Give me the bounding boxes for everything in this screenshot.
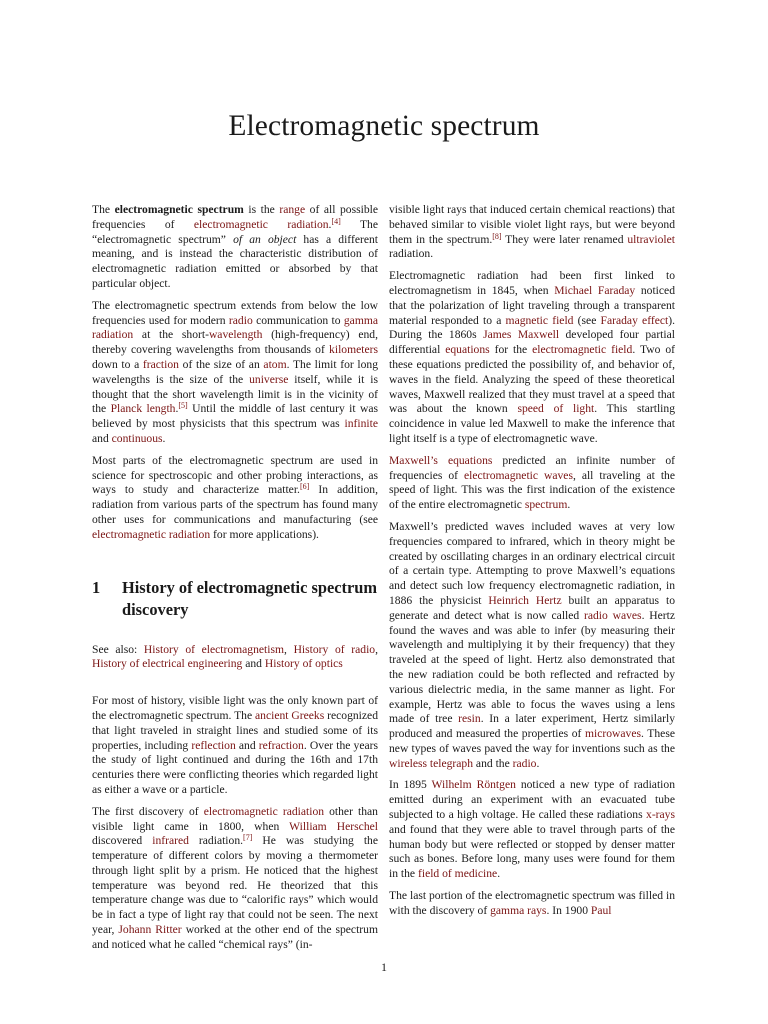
citation-link[interactable]: [8] (492, 231, 502, 241)
text-run: developed four partial differential (389, 328, 675, 357)
bold-term: electromagnetic spectrum (114, 203, 244, 216)
text-run: . (328, 217, 332, 231)
text-run: Maxwell’s predicted waves included waves at very low frequencies compared to infrared, which in theory might be created by oscillating charges in an ordinary electrical circuit of a certain type. Attempting to prove Maxwell’s equations and detect such low frequency electromagnetic radiation, in 1886 the physicist (389, 519, 675, 607)
text-run: of the size of an (178, 357, 264, 371)
wiki-link[interactable]: electromagnetic radiation (92, 527, 211, 541)
wiki-link[interactable]: Heinrich Hertz (488, 593, 562, 607)
text-run: . (567, 498, 571, 512)
ultraviolet-paragraph (389, 203, 675, 262)
wiki-link[interactable]: resin (458, 712, 481, 726)
text-run: In 1895 (389, 778, 432, 792)
text-run: for more applications). (210, 527, 319, 541)
text-run: , (284, 642, 294, 656)
maxwell-equations-paragraph (389, 454, 675, 513)
text-run: . (497, 867, 501, 881)
wiki-link[interactable]: History of electromagnetism (143, 642, 285, 656)
wiki-link[interactable]: speed of light (517, 402, 595, 416)
text-run: . In 1900 (546, 903, 591, 917)
text-run: Most parts of the electromagnetic spectrum are used in science for spectroscopic and other probing interactions, as ways to study and characterize matter. (92, 453, 378, 497)
text-run: . In a later experiment, Hertz similarly produced and measured the properties of (389, 712, 675, 741)
section-title: History of electromagnetic spectrum discovery (122, 577, 378, 619)
section-heading (92, 577, 378, 621)
text-run: at the short- (133, 328, 209, 342)
wiki-link[interactable]: range (279, 203, 306, 216)
uses-paragraph (92, 454, 378, 543)
text-run: . (175, 402, 179, 416)
wiki-link[interactable]: ultraviolet (627, 232, 675, 246)
text-run: noticed that the polarization of light traveling through a transparent material responded to a (389, 283, 675, 327)
citation-link[interactable]: [6] (299, 482, 310, 492)
wiki-link[interactable]: radio (512, 756, 537, 770)
wiki-link[interactable]: electromagnetic waves (464, 468, 573, 482)
text-run: . The limit for long wavelengths is the size of the (92, 357, 379, 386)
wiki-link[interactable]: electromagnetic field (532, 343, 633, 357)
text-run: . Hertz found the waves and was able to infer (by measuring their wavelength and multiplying it by their frequency) that they traveled at the speed of light. Hertz also demonstrated that the new radiation could be both reflected and refracted by various dielectric media, in the same manner as light. For example, Hertz was able to focus the waves using a lens made of tree (389, 608, 675, 726)
text-run: noticed a new type of radiation emitted during an experiment with an evacuated tube subjected to a high voltage. He called these radiations (389, 778, 675, 822)
text-run: other than visible light came in 1800, when (92, 804, 378, 833)
text-run: . These new types of waves paved the way for inventions such as the (389, 727, 675, 755)
hertz-paragraph (389, 520, 675, 772)
text-run: The (92, 203, 115, 216)
page-number: 1 (381, 960, 387, 974)
text-run: Until the middle of last century it was believed by most physicists that this spectrum was (92, 402, 378, 431)
text-run: Electromagnetic radiation had been first linked to electromagnetism in 1845, when (389, 269, 675, 297)
text-run: worked at the other end of the spectrum and noticed what he called “chemical rays” (in- (92, 923, 378, 951)
gamma-paragraph (389, 889, 675, 919)
text-run: (high-frequency) end, thereby covering wavelengths from thousands of (92, 328, 378, 357)
faraday-maxwell-paragraph (389, 269, 675, 447)
wiki-link[interactable]: infinite (344, 417, 378, 431)
text-run: The first discovery of (92, 804, 204, 818)
wiki-link[interactable]: x-rays (646, 808, 675, 822)
wiki-link[interactable]: radio (228, 313, 253, 327)
wiki-link[interactable]: William Herschel (289, 819, 378, 833)
wiki-link[interactable]: atom (263, 357, 287, 371)
text-run: ). During the 1860s (389, 313, 675, 342)
text-run: and (92, 431, 112, 445)
text-run: . (162, 431, 166, 445)
text-run: itself, while it is thought that the short wavelength limit is in the vicinity of the (92, 372, 379, 416)
text-run: recognized that light traveled in straight lines and studied some of its properties, including (92, 708, 378, 752)
wiki-link[interactable]: wireless telegraph (389, 756, 474, 770)
wiki-link[interactable]: radio waves (584, 608, 642, 622)
wiki-link[interactable]: Michael Faraday (554, 283, 636, 297)
wiki-link[interactable]: refraction (258, 738, 304, 752)
see-also-paragraph (92, 643, 378, 673)
text-run: He was studying the temperature of different colors by moving a thermometer through light split by a prism. He noticed that the highest temperature was beyond red. He theorized that this temperature change was due to “calorific rays” which would be in fact a type of light ray that could not be seen. The next year, (92, 834, 378, 937)
text-run: They were later renamed (501, 232, 628, 246)
wiki-link[interactable]: magnetic field (505, 313, 574, 327)
citation-link[interactable]: [5] (178, 401, 188, 411)
text-run: and (235, 738, 259, 752)
text-run: and found that they were able to travel through parts of the human body but were reflected or stopped by denser matter such as bones. Before long, many uses were found for them in the (389, 822, 675, 881)
text-run: . Over the years the study of light continued and during the 16th and 17th centuries there were conflicting theories which regarded light as either a wave or a particle. (92, 738, 378, 796)
text-run: , (375, 642, 378, 656)
wiki-link[interactable]: Maxwell’s equations (389, 453, 493, 467)
wiki-link[interactable]: Paul (590, 903, 612, 917)
wiki-link[interactable]: reflection (191, 738, 236, 752)
text-run: has a different meaning, and is instead the characteristic distribution of electromagnetic radiation emitted or absorbed by that particular object. (92, 232, 378, 290)
emphasis: of an object (233, 232, 297, 246)
text-run: The “electromagnetic spectrum” (92, 217, 378, 246)
wiki-link[interactable]: History of optics (264, 657, 343, 671)
citation-link[interactable]: [7] (243, 833, 253, 843)
wiki-link[interactable]: History of electrical engineering (92, 657, 243, 671)
wiki-link[interactable]: Planck length (110, 402, 176, 416)
history-paragraph (92, 694, 378, 798)
text-run: is the (243, 203, 280, 216)
rontgen-paragraph (389, 778, 675, 882)
text-run: radiation. (188, 834, 244, 848)
wiki-link[interactable]: spectrum (524, 498, 568, 512)
text-run: In addition, radiation from various parts of the spectrum has found many other uses for communications and manufacturing (see (92, 483, 378, 526)
wiki-link[interactable]: electromagnetic radiation (203, 804, 325, 818)
text-run: communication to (252, 313, 344, 327)
text-run: See also: (92, 642, 144, 656)
text-run: For most of history, visible light was the only known part of the electromagnetic spectrum. The (92, 694, 378, 722)
text-run: The electromagnetic spectrum extends from below the low frequencies used for modern (92, 298, 378, 327)
wiki-link[interactable]: gamma radiation (92, 313, 378, 342)
wiki-link[interactable]: James Maxwell (483, 328, 560, 342)
text-run: down to a (92, 357, 143, 371)
wiki-link[interactable]: ancient Greeks (255, 708, 325, 722)
wiki-link[interactable]: kilometers (329, 343, 378, 357)
text-run: The last portion of the electromagnetic spectrum was filled in with the discovery of (389, 889, 675, 917)
text-run: radiation. (389, 247, 434, 261)
wiki-link[interactable]: microwaves (585, 727, 642, 741)
section-number: 1 (92, 577, 101, 597)
text-run: . This startling coincidence in value led Maxwell to make the inference that light itself is a type of electromagnetic wave. (389, 402, 675, 445)
wiki-link[interactable]: fraction (142, 357, 179, 371)
right-column (389, 203, 675, 926)
wiki-link[interactable]: field of medicine (417, 867, 498, 881)
text-run: . (536, 756, 540, 770)
wiki-link[interactable]: electromagnetic radiation (193, 217, 329, 231)
wiki-link[interactable]: gamma rays (490, 903, 547, 917)
text-run: . Two of these equations predicted the possibility of, and behavior of, waves in the field. Analyzing the speed of these theoretical waves, Maxwell realized that they must travel at a speed that was about the known (389, 343, 675, 416)
text-run: and (242, 657, 265, 671)
left-column (92, 203, 378, 960)
wiki-link[interactable]: History of radio (293, 642, 376, 656)
herschel-paragraph (92, 805, 378, 953)
spectrum-range-paragraph (92, 299, 378, 447)
intro-paragraph (92, 203, 378, 292)
text-run: , all traveling at the speed of light. This was the first indication of the existence of the entire electromagnetic (389, 468, 676, 512)
wiki-link[interactable]: Faraday effect (600, 313, 669, 327)
wiki-link[interactable]: wavelength (208, 328, 263, 342)
text-run: visible light rays that induced certain chemical reactions) that behaved similar to visible violet light rays, but were beyond them in the spectrum. (389, 203, 675, 246)
text-run: for the (489, 343, 533, 357)
page-title: Electromagnetic spectrum (228, 110, 540, 142)
text-run: of all possible frequencies of (92, 203, 378, 231)
text-run: and the (473, 756, 513, 770)
wiki-link[interactable]: Wilhelm Röntgen (431, 778, 516, 792)
wiki-link[interactable]: infrared (152, 834, 189, 848)
text-run: predicted an infinite number of frequencies of (389, 453, 676, 482)
wiki-link[interactable]: continuous (111, 431, 163, 445)
text-run: (see (573, 313, 601, 327)
text-run: built an apparatus to generate and detect what is now called (389, 593, 675, 622)
wiki-link[interactable]: Johann Ritter (118, 923, 182, 937)
text-run: discovered (92, 834, 153, 848)
wiki-link[interactable]: equations (445, 343, 490, 357)
wiki-link[interactable]: universe (249, 372, 289, 386)
citation-link[interactable]: [4] (331, 216, 341, 226)
